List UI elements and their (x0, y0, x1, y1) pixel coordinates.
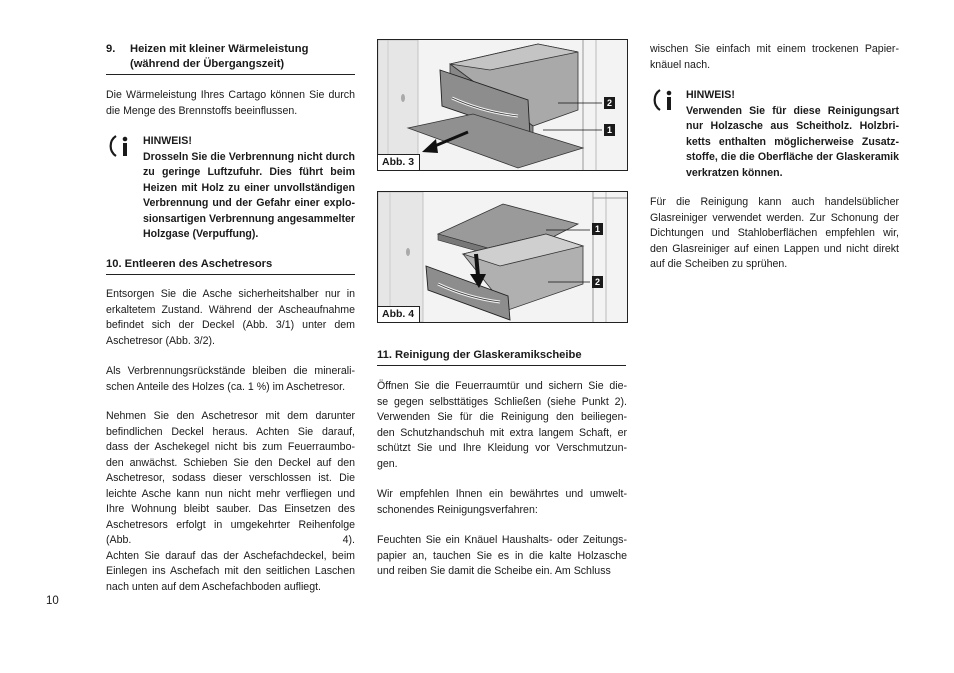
figure-3-illustration (378, 40, 627, 170)
section-11-para1: Öffnen Sie die Feuerraumtür und sichern Sie die- se gegen selbsttätiges Schließen (siehe Punkt 2). Verwenden Sie für die Reinigung den beiliegen- den Schutzhandschuh mit extra langem Schaft, er schützt Sie und Ihre Kleidung vor Verschmutzun- gen. (377, 380, 627, 470)
section-11-continued: wischen Sie einfach mit einem trockenen Papier- knäuel nach. (650, 43, 899, 71)
glass-cleaner-paragraph: Für die Reinigung kann auch handelsüblicher Glasreiniger verwendet werden. Zur Schonung der Dichtungen und Stahloberflächen empfehlen wir, den Glasreiniger auf einen Lappen und nicht direkt auf die Scheiben zu sprühen. (650, 196, 899, 270)
figure-4-callout-1: 1 (592, 223, 603, 235)
info-icon (652, 87, 684, 113)
figure-3-callout-2: 2 (604, 97, 615, 109)
section-11-para3: Feuchten Sie ein Knäuel Haushalts- oder Zeitungs- papier an, tauchen Sie es in die kalte Holzasche und reiben Sie damit die Scheibe ein. Am Schluss (377, 534, 627, 577)
section-10-para2: Als Verbrennungsrückstände bleiben die minerali- schen Anteile des Holzes (ca. 1 %) im Aschetresor. (106, 365, 355, 393)
section-10-para1: Entsorgen Sie die Asche sicherheitshalber nur in erkaltetem Zustand. Während der Ascheaufnahme befindet sich der Deckel (Abb. 3/1) unter dem Aschetresor (Abb. 3/2). (106, 288, 355, 347)
note-title: HINWEIS! (686, 89, 735, 101)
section-11-note: HINWEIS! Verwenden Sie für diese Reinigungsart nur Holzasche aus Scheitholz. Holzbri- ketts enthalten möglicherweise Zusatz- stoffe, die die Oberfläche der Glaskeramik verkratzen können. (686, 89, 899, 179)
figure-4 (377, 191, 628, 323)
figure-4-callout-2: 2 (592, 276, 603, 288)
note-title: HINWEIS! (143, 135, 192, 147)
section-10-para3: Nehmen Sie den Aschetresor mit dem darunter befindlichen Deckel heraus. Achten Sie darauf, dass der Aschekegel nicht bis zum Feuerraumbo- den anwächst. Schieben Sie den Deckel auf den Aschetresor, sodass dieser verschlossen ist. Die leichte Asche kann nun nicht mehr verfliegen und Ihre Wohnung bleibt sauber. Das Einsetzen des Aschetresors erfolgt in umgekehrter Reihenfolge (Abb. 4). Achten Sie darauf das der Aschefachdeckel, beim Einlegen ins Aschefach mit den seitlichen Laschen nach unten auf dem Aschefachboden aufliegt. (106, 410, 355, 593)
section-9-note: HINWEIS! Drosseln Sie die Verbrennung nicht durch zu geringe Luftzufuhr. Dies führt beim Heizen mit Holz zu einer unvollständigen Verbrennung und der Gefahr einer explo- sionsartigen Verbrennung angesammelter Holzgase (Verpuffung). (143, 135, 355, 240)
section-11-rule (377, 365, 626, 366)
section-9-title-line1: Heizen mit kleiner Wärmeleistung (130, 43, 309, 55)
section-11-heading: 11. Reinigung der Glaskeramikscheibe (377, 349, 582, 361)
figure-3-callout-1: 1 (604, 124, 615, 136)
section-9-number: 9. (106, 43, 116, 55)
figure-4-label: Abb. 4 (378, 306, 420, 322)
section-11-para2: Wir empfehlen Ihnen ein bewährtes und umwelt- schonendes Reinigungsverfahren: (377, 488, 627, 516)
section-9-heading (106, 42, 366, 72)
section-10-heading: 10. Entleeren des Aschetresors (106, 258, 273, 270)
figure-3 (377, 39, 628, 171)
figure-4-illustration (378, 192, 627, 322)
page-number: 10 (46, 595, 59, 607)
section-10-rule (106, 274, 355, 275)
section-9-title-line2: (während der Übergangszeit) (130, 58, 285, 70)
info-icon (108, 133, 140, 159)
section-9-intro: Die Wärmeleistung Ihres Cartago können Sie durch die Menge des Brennstoffs beeinflussen. (106, 89, 355, 117)
section-9-rule (106, 74, 355, 75)
figure-3-label: Abb. 3 (378, 154, 420, 170)
